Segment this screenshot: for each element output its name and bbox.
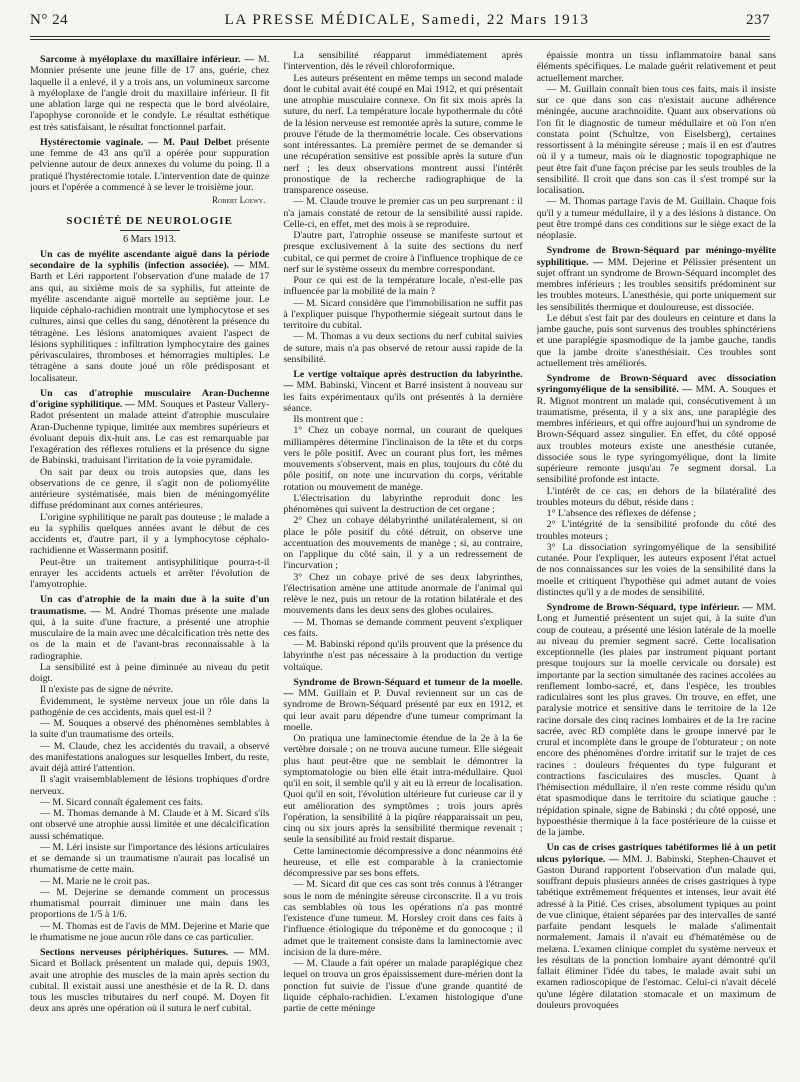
article-paragraph: Le vertige voltaïque après destruction du labyrinthe. — MM. Babinski, Vincent et Barré insistent à nouveau sur les faits expérimentaux qu'ils ont présentés à la dernière séance. [283,369,523,414]
session-date: 6 Mars 1913. [123,233,177,245]
article-section [537,602,776,838]
article-paragraph: 1° Chez un cobaye normal, un courant de quelques milliampères détermine l'inclinaison de la tête et du corps vers le pôle positif. Avec un courant plus fort, les mêmes mouvements s'observent, mais en plus, toujours du côté du pôle positif, on note une incurvation du corps, véritable rotation ou mouvement de manège. [283,425,523,493]
article-section [537,373,776,598]
article-paragraph: — M. Souques a observé des phénomènes semblables à la suite d'un traumatisme des orteils. [30,718,270,741]
article-paragraph: — M. Claude a fait opérer un malade paraplégique chez lequel on trouva un gros épaississement dure-mérien dont la ponction fut suivie de l'issue d'une grande quantité de liquide céphalo-rachidien. L'examen histologique d'une partie de cette méninge [283,958,523,1014]
section-heading: Syndrome de Brown-Séquard et tumeur de la moelle. — [283,676,523,699]
society-title: SOCIÉTÉ DE NEUROLOGIE [66,215,233,228]
article-paragraph: Peut-être un traitement antisyphilitique pourra-t-il enrayer les accidents actuels et arrêter l'évolution de l'amyotrophie. [30,556,270,590]
article-paragraph: — M. Thomas se demande comment peuvent s'expliquer ces faits. [283,616,523,639]
article-paragraph: — M. Thomas partage l'avis de M. Guillain. Chaque fois qu'il y a tumeur médullaire, il y a des lésions à distance. On peut être trompé dans ces conditions sur le siège exact de la néoplasie. [536,196,776,241]
article-paragraph: — M. Sicard considère que l'immobilisation ne suffit pas à l'expliquer puisque l'hypothermie siégeait surtout dans le territoire du cubital. [283,297,523,331]
article-section [283,677,522,1015]
column-1 [30,50,269,1074]
article-paragraph: Un cas de crises gastriques tabétiformes lié à un petit ulcus pylorique. — MM. J. Babinski, Stephen-Chauvet et Gaston Durand rapportent l'observation d'un malade qui, souffrant depuis plusieurs années de crises gastriques à type tabétique extrêmement fréquentes et intenses, leur avait été adressé à la Pitié. Ces crises, absolument typiques au point de vue clinique, étaient séparées par des intervalles de santé parfaite pendant lesquels le malade s'alimentait normalement. Jamais il n'avait eu d'hématémèse ou de melæna. L'examen clinique complet du système nerveux et les résultats de la ponction lombaire ayant démontré qu'il fallait éliminer l'idée du tabes, le malade avait subi un examen radioscopique de l'estomac. Celui-ci n'avait décelé qu'une légère dilatation stomacale et un maximum de douleurs provoquées [536,842,776,1011]
article-paragraph: — M. Claude trouve le premier cas un peu surprenant : il n'a jamais constaté de retour de la sensibilité aussi rapide. Celle-ci, en effet, met des mois à se reproduire. [283,196,523,230]
article-section [30,594,269,943]
article-paragraph: — M. Léri insiste sur l'importance des lésions articulaires et se demande si un traumatisme n'aurait pas localisé un rhumatisme de cette main. [30,841,270,876]
article-paragraph: Syndrome de Brown-Séquard, type inférieur. — MM. Long et Jumentié présentent un sujet qui, à la suite d'un coup de couteau, a présenté une lésion latérale de la moelle au niveau du premier segment sacré. Cette localisation exceptionnelle (les plaies par instrument piquant portant presque toujours sur la moelle cervicale ou dorsale) est importante par la section simultanée des racines accolées au renflement lombo-sacré, et, dans l'espèce, les troubles radiculaires sont les plus graves. On trouve, en effet, une paralysie motrice et sensitive dans le territoire de la 12e racine dorsale des cinq racines lombaires et de la 1re racine sacrée, avec RD complète dans le groupe innervé par le crural et incomplète dans le groupe de l'obturateur ; on note encore des phénomènes d'ordre irritatif sur le trajet de ces racines : douleurs fréquentes du type fulgurant et contractions fasciculaires des muscles. Quant à l'hémisection médullaire, il n'en reste comme résidu qu'un état spasmodique dans le territoire du sciatique gauche : trépidation spinale, signe de Babinski ; du côté opposé, une hypoesthésie thermique à la face postérieure de la cuisse et de la jambe. [536,602,776,838]
article-paragraph: Un cas d'atrophie musculaire Aran-Duchenne d'origine syphilitique. — MM. Souques et Pasteur Vallery-Radot présentent un malade atteint d'atrophie musculaire Aran-Duchenne typique, limitée aux membres supérieurs et évoluant depuis dix-huit ans. Le cas est remarquable par l'exagération des réflexes rotuliens et la présence du signe de Babinski, traduisant l'irritation de la voie pyramidale. [30,387,270,467]
article-section [283,369,522,673]
article-paragraph: — M. Thomas a vu deux sections du nerf cubital suivies de suture, mais n'a pas observé de retour aussi rapide de la sensibilité. [283,331,523,365]
header-rule [30,36,770,37]
article-paragraph: — M. Dejerine se demande comment un processus rhumatismal pourrait diminuer une main dans les proportions de 1/5 à 1/6. [30,886,270,921]
article-columns [30,50,776,1074]
article-paragraph: 2° L'intégrité de la sensibilité profonde du côté des troubles moteurs ; [536,519,776,542]
article-paragraph: L'origine syphilitique ne paraît pas douteuse ; le malade a eu la syphilis quelques années avant le début de ces accidents et, d'autre part, il y a lymphocytose céphalo-rachidienne et Wassermann positif. [30,511,270,557]
article-paragraph: On sait par deux ou trois autopsies que, dans les observations de ce genre, il s'agit non de poliomyélite antérieure systématisée, mais bien de méningomyélite diffuse prédominant aux cornes antérieures. [30,466,270,512]
article-paragraph: Les auteurs présentent en même temps un second malade dont le cubital avait été coupé en Mai 1912, et qui présentait une atrophie musculaire connexe. On fit six mois après la suture, du nerf. La température locale hypothermale du côté de la lésion nerveuse est remontée après la suture, comme le prouve l'étude de la thermométrie locale. Ces observations sont intéressantes. La première permet de se demander si une récupération sensitive est possible après la suture d'un nerf ; les deux observations montrent aussi l'intérêt pronostique de la recherche radiographique de la transparence osseuse. [283,72,523,196]
article-paragraph: Cette laminectomie décompressive a donc néanmoins été heureuse, et elle est comparable à la craniectomie décompressive par ses bons effets. [283,845,523,879]
article-paragraph: Syndrome de Brown-Séquard et tumeur de la moelle. — MM. Guillain et P. Duval reviennent sur un cas de syndrome de Brown-Séquard présenté par eux en 1912, et qui leur avait paru dépendre d'une tumeur comprimant la moelle. [283,676,523,733]
article-paragraph: Le début s'est fait par des douleurs en ceinture et dans la jambe gauche, puis sont survenus des troubles sphinctériens et une paraplégie spasmodique de la jambe gauche, tandis que la jambe droite s'anesthésiait. Ces troubles sont actuellement très améliorés. [536,312,776,369]
article-paragraph: Hystérectomie vaginale. — M. Paul Delbet présente une femme de 43 ans qu'il a opérée pour suppuration pelvienne autour de deux annexes du volume du poing. Il a pratiqué l'hystérectomie totale. L'intervention date de quinze jours et l'opérée a commencé à se lever le troisième jour. [30,136,270,193]
article-section [537,50,776,241]
article-paragraph: Ils montrent que : [293,414,364,425]
section-heading: Sarcome à myéloplaxe du maxillaire inférieur. — [40,54,255,65]
section-heading: Sections nerveuses périphériques. Sutures. — [40,947,244,958]
article-paragraph: — M. Claude, chez les accidentés du travail, a observé des manifestations analogues sur lesquelles Imbert, du reste, avait déjà attiré l'attention. [30,740,270,774]
article-paragraph: La sensibilité réapparut immédiatement après l'intervention, dès le réveil chloroformique. [283,50,523,73]
article-paragraph: Sarcome à myéloplaxe du maxillaire inférieur. — M. Monnier présente une jeune fille de 17 ans, guérie, chez laquelle il a enlevé, il y a trois ans, un volumineux sarcome à myéloplaxe de l'angle droit du maxillaire inférieur. Il fit une ablation large qui ne respecta que le bord alvéolaire, l'apophyse coronoïde et le condyle. Le résultat esthétique est très satisfaisant, le résultat fonctionnel parfait. [30,54,270,133]
article-paragraph: 1° L'absence des réflexes de défense ; [546,508,697,519]
article-paragraph: 3° Chez un cobaye privé de ses deux labyrinthes, l'électrisation amène une attitude anormale de l'animal qui relève le nez, puis un retour de la rotation bilatérale et des mouvements dans les deux sens des globes oculaires. [283,571,523,617]
article-paragraph: — M. Thomas est de l'avis de MM. Dejerine et Marie que le rhumatisme ne joue aucun rôle dans ce cas particulier. [30,920,270,943]
article-paragraph: La sensibilité est à peine diminuée au niveau du petit doigt. [30,661,270,684]
section-heading: Un cas d'atrophie musculaire Aran-Duchenne d'origine syphilitique. — [30,387,270,410]
article-paragraph: D'autre part, l'atrophie osseuse se manifeste surtout et presque exclusivement à la suite des sections du nerf cubital, ce qui permet de croire à l'influence trophique de ce nerf sur le système osseux du membre correspondant. [283,230,523,275]
article-paragraph: épaissie montra un tissu inflammatoire banal sans éléments spécifiques. Le malade guérit relativement et peut actuellement marcher. [536,50,776,84]
section-heading: Hystérectomie vaginale. — M. Paul Delbet [40,136,232,148]
author-signature: Robert Loewy. [212,195,266,205]
article-paragraph: Il n'existe pas de signe de névrite. [40,684,174,696]
section-heading: Syndrome de Brown-Séquard par méningo-myélite syphilitique. — [536,245,776,268]
article-section [30,249,269,384]
issue-number: N° 24 [30,12,69,28]
article-paragraph: Sections nerveuses périphériques. Sutures. — MM. Sicard et Bollack présentent un malade qui, depuis 1903, avait une atrophie des muscles de la main après section du cubital. Il existait aussi une anesthésie et de la R. D. dans tous les muscles tributaires du nerf coupé. M. Doyen fit deux ans après une opération où il sutura le nerf cubital. [30,947,270,1015]
article-paragraph: Syndrome de Brown-Séquard par méningo-myélite syphilitique. — MM. Dejerine et Pélissier présentent un sujet offrant un syndrome de Brown-Séquard incomplet des membres inférieurs ; les troubles sensitifs prédominent sur les troubles moteurs. L'anesthésie, qui porte uniquement sur les sensibilités thermique et douloureuse, est dissociée. [536,245,776,313]
article-paragraph: Un cas de myélite ascendante aiguë dans la période secondaire de la syphilis (infection associée). — MM. Barth et Léri rapportent l'observation d'une malade de 17 ans qui, au sixième mois de sa syphilis, fut atteinte de myélite ascendante aiguë mortelle au septième jour. Le liquide céphalo-rachidien montrait une lymphocytose et ses cultures, ainsi que celles du sang, dénotèrent la présence du tétragène. Les lésions anatomiques avaient l'aspect de lésions syphilitiques : infiltration lymphocytaire des gaines périvasculaires, thromboses et hémorragies multiples. Le tétragène a sans doute joué un rôle prédisposant et localisateur. [30,248,270,384]
article-section [537,842,776,1011]
article-section [283,50,522,365]
article-section [30,947,269,1015]
article-paragraph: Pour ce qui est de la température locale, n'est-elle pas influencée par la mobilité de la main ? [283,275,523,298]
column-2 [283,50,522,1074]
section-heading: Syndrome de Brown-Séquard, type inférieur. — [546,602,753,613]
article-paragraph: — M. Babinski répond qu'ils prouvent que la présence du labyrinthe n'est pas nécessaire à la production du vertige voltaïque. [283,639,523,673]
article-paragraph: L'électrisation du labyrinthe reproduit donc les phénomènes qui suivent la destruction de cet organe ; [283,492,523,515]
column-3 [537,50,776,1074]
section-heading: Le vertige voltaïque après destruction du labyrinthe. — [283,369,523,392]
article-paragraph: L'intérêt de ce cas, en dehors de la bilatéralité des troubles moteurs du début, réside dans : [536,485,776,508]
article-paragraph: Syndrome de Brown-Séquard avec dissociation syringomyélique de la sensibilité. — MM. A. Souques et R. Mignot montrent un malade qui, consécutivement à un traumatisme, présenta, il y a six ans, une paraplégie des membres inférieurs, et qui offre aujourd'hui un syndrome de Brown-Séquard assez singulier. En effet, du côté opposé aux troubles moteurs existe une anesthésie cutanée, dissociée sous le type syringomyélique, dont la limite supérieure remonte jusqu'au 7e segment dorsal. La sensibilité profonde est intacte. [536,373,776,486]
page-header [30,12,770,34]
section-heading: Un cas d'atrophie de la main due à la suite d'un traumatisme. — [30,594,270,617]
article-paragraph: — M. Guillain connaît bien tous ces faits, mais il insiste sur ce que dans son cas n'existait aucune adhérence méningée, aucune arachnoïdite. Quant aux observations où l'on fit le diagnostic de tumeur médullaire et où l'on n'en constata point (Schultze, von Eiselsberg), certaines ressortissent à la méningite séreuse ; mais il en est d'autres où il y a tumeur, mais où le diagnostic topographique ne peut être fait d'une façon précise par les seuls troubles de la sensibilité. Il croit que dans son cas il s'est trompé sur la localisation. [536,83,776,196]
section-heading: Un cas de myélite ascendante aiguë dans la période secondaire de la syphilis (infection associée). — [30,248,270,271]
article-paragraph: — M. Sicard dit que ces cas sont très connus à l'étranger sous le nom de méningite séreuse circonscrite. Il a vu trois cas semblables où tous les opérations n'a pas montré l'existence d'une tumeur. M. Horsley croit dans ces faits à l'influence étiologique du tréponème et du gonocoque ; il admet que le traitement consiste dans la laminectomie avec incision de la dure-mère. [283,879,523,958]
article-paragraph: Évidemment, le système nerveux joue un rôle dans la pathogénie de ces accidents, mais quel est-il ? [30,695,270,718]
article-paragraph: 3° La dissociation syringomyélique de la sensibilité cutanée. Pour l'expliquer, les auteurs exposent l'état actuel de nos connaissances sur les voies de la sensibilité dans la moelle et critiquent l'hypothèse qui admet autant de voies distinctes qu'il y a de modes de sensibilité. [536,541,776,598]
article-section [537,245,776,369]
article-paragraph: Un cas d'atrophie de la main due à la suite d'un traumatisme. — M. André Thomas présente une malade qui, à la suite d'une fracture, a présenté une atrophie musculaire de la main avec une décalcification très nette des os de la main et de l'avant-bras reconnaissable à la radiographie. [30,594,270,662]
society-rule [120,230,180,231]
section-heading: Un cas de crises gastriques tabétiformes lié à un petit ulcus pylorique. — [536,842,776,865]
journal-title: LA PRESSE MÉDICALE, Samedi, 22 Mars 1913 [224,12,590,28]
article-paragraph: — M. Thomas demande à M. Claude et à M. Sicard s'ils ont observé une atrophie aussi limitée et une décalcification aussi schématique. [30,808,270,842]
header-rule-double [30,39,770,40]
article-paragraph: 2° Chez un cobaye délabyrinthé unilatéralement, si on place le pôle positif du côté détruit, on observe une accentuation des mouvements de manège ; si, au contraire, on l'applique du côté sain, il y a un redressement de l'incurvation ; [283,515,523,572]
article-paragraph: Il s'agit vraisemblablement de lésions trophiques d'ordre nerveux. [30,774,270,797]
article-paragraph: — M. Sicard connaît également ces faits. [40,796,203,808]
section-heading: Syndrome de Brown-Séquard avec dissociation syringomyélique de la sensibilité. — [536,373,776,396]
article-section [30,54,269,133]
article-paragraph: On pratiqua une laminectomie étendue de la 2e à la 6e vertèbre dorsale ; on ne trouva aucune tumeur. Elle siégeait plus haut peut-être que ne semblait le démontrer la symptomatologie ou bien elle était intra-médullaire. Quoi qu'il en soit, il semble qu'il y ait eu là erreur de localisation. Quoi qu'il en soit, l'évolution ultérieure fut curieuse car il y eut amélioration des symptômes ; trois jours après l'opération, la sensibilité à la piqûre réapparaissait un peu, cinq ou six jours après la sensibilité thermique revenait ; seule la sensibilité au froid restait disparue. [283,733,523,846]
article-section [30,388,269,591]
page-number: 237 [746,12,770,28]
article-section [30,137,269,193]
article-paragraph: — M. Marie ne le croit pas. [40,875,150,887]
